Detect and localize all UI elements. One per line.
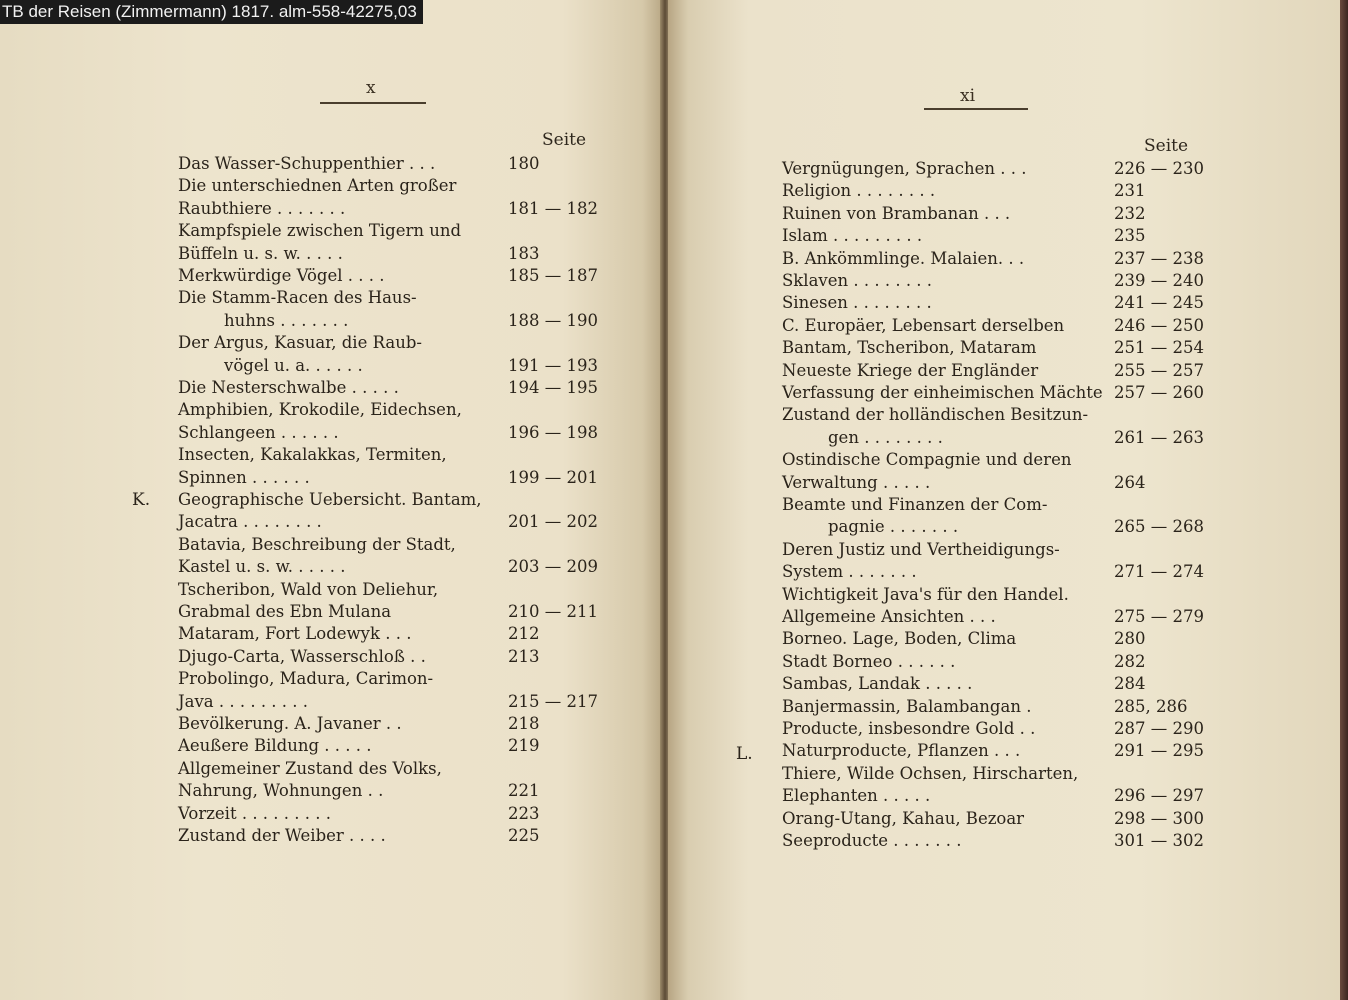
toc-entry (178, 399, 618, 421)
toc-entry-title: Allgemeiner Zustand des Volks, (178, 758, 442, 778)
toc-entry-title: huhns . . . . . . . (224, 310, 349, 330)
toc-entry-title: System . . . . . . . (782, 562, 917, 582)
toc-entry-title: Nahrung, Wohnungen . . (178, 781, 384, 801)
toc-entry-pages: 287 — 290 (1114, 719, 1204, 738)
toc-entry (782, 315, 1222, 337)
toc-entry (782, 382, 1222, 404)
toc-entry-title: Verfassung der einheimischen Mächte (782, 383, 1103, 402)
toc-entry-title: Sklaven . . . . . . . . (782, 271, 933, 290)
toc-entry (782, 584, 1222, 606)
toc-entry-pages: 221 (508, 781, 540, 801)
toc-entry-pages: 218 (508, 714, 540, 733)
left-section-marker: K. (132, 490, 151, 510)
toc-entry (178, 265, 618, 287)
toc-entry-title: Kastel u. s. w. . . . . . (178, 557, 346, 577)
toc-entry-title: Allgemeine Ansichten . . . (782, 607, 996, 626)
toc-entry-title: Islam . . . . . . . . . (782, 226, 923, 246)
toc-entry (782, 472, 1222, 494)
toc-entry (782, 628, 1222, 650)
toc-entry-title: Büffeln u. s. w. . . . . (178, 243, 343, 263)
toc-entry (782, 539, 1222, 561)
toc-entry-title: C. Europäer, Lebensart derselben (782, 315, 1065, 335)
book-cover-edge (1340, 0, 1348, 1000)
toc-entry (178, 556, 618, 578)
toc-entry (782, 292, 1222, 314)
toc-entry-title: Geographische Uebersicht. Bantam, (178, 490, 482, 509)
toc-entry-title: Banjermassin, Balambangan . (782, 696, 1032, 716)
toc-entry (782, 696, 1222, 718)
toc-entry-pages: 264 (1114, 472, 1146, 492)
toc-entry-pages: 257 — 260 (1114, 383, 1204, 402)
toc-entry-title: Amphibien, Krokodile, Eidechsen, (178, 400, 462, 420)
toc-entry-pages: 265 — 268 (1114, 517, 1204, 537)
toc-entry-pages: 301 — 302 (1114, 831, 1204, 850)
toc-entry-pages: 226 — 230 (1114, 159, 1204, 178)
toc-entry (178, 601, 618, 623)
toc-entry-pages: 194 — 195 (508, 378, 598, 397)
toc-entry (178, 780, 618, 802)
toc-entry-title: Der Argus, Kasuar, die Raub- (178, 333, 422, 353)
toc-entry-title: Orang-Utang, Kahau, Bezoar (782, 808, 1025, 828)
toc-entry-title: Tscheribon, Wald von Deliehur, (178, 579, 439, 599)
toc-entry (782, 830, 1222, 852)
toc-entry-pages: 199 — 201 (508, 467, 598, 487)
toc-entry-pages: 255 — 257 (1114, 360, 1204, 380)
toc-entry (178, 758, 618, 780)
toc-entry (782, 360, 1222, 382)
toc-entry-pages: 261 — 263 (1114, 427, 1204, 447)
toc-entry (782, 337, 1222, 359)
toc-entry-title: Bantam, Tscheribon, Mataram (782, 338, 1037, 358)
toc-entry (178, 534, 618, 556)
toc-entry-title: Java . . . . . . . . . (178, 691, 309, 711)
toc-entry (178, 825, 618, 847)
toc-entry (828, 427, 1222, 449)
toc-entry-title: Sambas, Landak . . . . . (782, 674, 973, 694)
toc-entry-pages: 296 — 297 (1114, 786, 1204, 806)
toc-entry-pages: 188 — 190 (508, 310, 598, 330)
toc-entry-title: Neueste Kriege der Engländer (782, 360, 1039, 380)
right-section-marker: L. (736, 744, 753, 764)
toc-entry-title: Deren Justiz und Vertheidigungs- (782, 539, 1060, 559)
toc-entry (178, 668, 618, 690)
toc-entry-title: Probolingo, Madura, Carimon- (178, 669, 434, 689)
toc-entry-title: Borneo. Lage, Boden, Clima (782, 629, 1017, 649)
toc-entry-pages: 180 (508, 154, 540, 173)
toc-entry (224, 355, 618, 377)
toc-entry (178, 422, 618, 444)
toc-entry (178, 489, 618, 511)
toc-entry-title: Batavia, Beschreibung der Stadt, (178, 534, 456, 554)
toc-entry-pages: 231 (1114, 181, 1146, 201)
toc-entry-title: Verwaltung . . . . . (782, 472, 931, 492)
toc-entry-title: Ostindische Compagnie und deren (782, 450, 1072, 470)
toc-entry-pages: 232 (1114, 203, 1146, 223)
left-page (0, 0, 662, 1000)
toc-entry-title: Naturproducte, Pflanzen . . . (782, 741, 1021, 761)
toc-entry (224, 310, 618, 332)
toc-entry (178, 377, 618, 399)
toc-entry (782, 561, 1222, 583)
toc-entry-title: Zustand der holländischen Besitzun- (782, 405, 1089, 425)
toc-entry-pages: 183 (508, 243, 540, 263)
toc-entry-pages: 241 — 245 (1114, 293, 1204, 313)
toc-entry (178, 175, 618, 197)
toc-entry-title: Spinnen . . . . . . (178, 467, 310, 487)
toc-entry (782, 270, 1222, 292)
toc-entry-pages: 223 (508, 803, 540, 823)
toc-entry-pages: 275 — 279 (1114, 607, 1204, 626)
toc-entry-title: Jacatra . . . . . . . . (178, 512, 322, 532)
toc-entry-title: Sinesen . . . . . . . . (782, 293, 932, 313)
right-column-header: Seite (1144, 136, 1189, 156)
left-column-header: Seite (542, 130, 587, 150)
toc-entry-title: Schlangeen . . . . . . (178, 422, 339, 442)
toc-entry-pages: 203 — 209 (508, 557, 598, 577)
toc-entry-pages: 298 — 300 (1114, 808, 1204, 828)
toc-entry-title: Die Nesterschwalbe . . . . . (178, 378, 399, 397)
toc-entry-title: Stadt Borneo . . . . . . (782, 651, 956, 671)
toc-entry (178, 691, 618, 713)
toc-entry (782, 808, 1222, 830)
toc-entry (782, 763, 1222, 785)
toc-entry-pages: 237 — 238 (1114, 248, 1204, 268)
toc-entry (782, 606, 1222, 628)
toc-entry (782, 158, 1222, 180)
toc-entry (178, 220, 618, 242)
toc-entry (782, 248, 1222, 270)
toc-entry-title: Elephanten . . . . . (782, 786, 931, 806)
toc-entry-title: Vergnügungen, Sprachen . . . (782, 159, 1027, 178)
toc-entry-title: Bevölkerung. A. Javaner . . (178, 714, 402, 733)
toc-entry (782, 651, 1222, 673)
toc-entry (178, 332, 618, 354)
toc-entry (828, 516, 1222, 538)
toc-entry-pages: 215 — 217 (508, 691, 598, 711)
toc-entry-title: Merkwürdige Vögel . . . . (178, 266, 385, 285)
toc-entry-pages: 196 — 198 (508, 422, 598, 442)
toc-entry-pages: 191 — 193 (508, 355, 598, 375)
toc-entry (178, 646, 618, 668)
toc-entry (178, 287, 618, 309)
toc-entry (178, 153, 618, 175)
toc-entry-pages: 210 — 211 (508, 602, 598, 621)
toc-entry-title: Kampfspiele zwischen Tigern und (178, 221, 462, 241)
toc-entry-title: Producte, insbesondre Gold . . (782, 719, 1036, 738)
toc-entry-title: Grabmal des Ebn Mulana (178, 602, 392, 621)
toc-entry-pages: 213 (508, 646, 540, 666)
toc-entry (178, 511, 618, 533)
toc-entry-title: Vorzeit . . . . . . . . . (178, 803, 331, 823)
toc-entry (782, 180, 1222, 202)
toc-entry-title: Die Stamm-Racen des Haus- (178, 288, 417, 308)
toc-entry (178, 444, 618, 466)
right-page-number: xi (960, 86, 976, 106)
toc-entry-title: gen . . . . . . . . (828, 427, 943, 447)
toc-entry-title: Aeußere Bildung . . . . . (178, 736, 372, 756)
toc-entry-title: Das Wasser-Schuppenthier . . . (178, 154, 436, 173)
toc-entry (782, 449, 1222, 471)
toc-entry (782, 785, 1222, 807)
left-header-rule (320, 102, 426, 104)
toc-entry-pages: 185 — 187 (508, 266, 598, 285)
toc-entry-title: B. Ankömmlinge. Malaien. . . (782, 248, 1025, 268)
toc-entry-pages: 251 — 254 (1114, 338, 1204, 358)
toc-entry-title: Thiere, Wilde Ochsen, Hirscharten, (782, 763, 1079, 783)
toc-entry-pages: 235 (1114, 226, 1146, 246)
toc-entry-title: Religion . . . . . . . . (782, 181, 936, 201)
toc-entry-title: Zustand der Weiber . . . . (178, 826, 386, 845)
toc-entry-title: Ruinen von Brambanan . . . (782, 203, 1011, 223)
toc-entry-pages: 271 — 274 (1114, 562, 1204, 582)
toc-entry-pages: 201 — 202 (508, 512, 598, 532)
toc-entry (782, 203, 1222, 225)
toc-entry-title: vögel u. a. . . . . . (224, 355, 363, 375)
toc-entry-title: Wichtigkeit Java's für den Handel. (782, 584, 1069, 604)
toc-entry-pages: 280 (1114, 629, 1146, 649)
toc-entry (178, 623, 618, 645)
toc-entry (782, 673, 1222, 695)
toc-entry-title: Insecten, Kakalakkas, Termiten, (178, 445, 447, 465)
right-header-rule (924, 108, 1028, 110)
toc-entry (782, 225, 1222, 247)
toc-entry-pages: 285, 286 (1114, 696, 1188, 716)
toc-entry-pages: 282 (1114, 651, 1146, 671)
toc-entry-title: Mataram, Fort Lodewyk . . . (178, 624, 412, 644)
toc-entry-title: Die unterschiednen Arten großer (178, 176, 457, 196)
toc-entry-pages: 212 (508, 624, 540, 644)
toc-entry (178, 198, 618, 220)
toc-entry-pages: 239 — 240 (1114, 271, 1204, 290)
toc-entry (782, 718, 1222, 740)
toc-entry (178, 803, 618, 825)
toc-entry-pages: 284 (1114, 674, 1146, 694)
image-caption: TB der Reisen (Zimmermann) 1817. alm-558-42275,03 (0, 0, 423, 24)
toc-entry (178, 579, 618, 601)
toc-entry (782, 494, 1222, 516)
toc-entry-pages: 291 — 295 (1114, 741, 1204, 761)
toc-entry-title: Raubthiere . . . . . . . (178, 198, 346, 218)
toc-entry-title: Djugo-Carta, Wasserschloß . . (178, 646, 426, 666)
toc-entry-pages: 181 — 182 (508, 198, 598, 218)
left-page-number: x (366, 78, 376, 98)
toc-entry (178, 713, 618, 735)
toc-entry (178, 243, 618, 265)
toc-entry (782, 404, 1222, 426)
toc-entry-title: pagnie . . . . . . . (828, 517, 959, 537)
toc-entry-title: Beamte und Finanzen der Com- (782, 495, 1048, 514)
toc-entry (782, 740, 1222, 762)
toc-entry-pages: 246 — 250 (1114, 315, 1204, 335)
toc-entry-title: Seeproducte . . . . . . . (782, 831, 962, 850)
right-page (668, 0, 1340, 1000)
toc-entry (178, 735, 618, 757)
toc-entry-pages: 219 (508, 736, 540, 756)
toc-entry-pages: 225 (508, 826, 540, 845)
toc-entry (178, 467, 618, 489)
